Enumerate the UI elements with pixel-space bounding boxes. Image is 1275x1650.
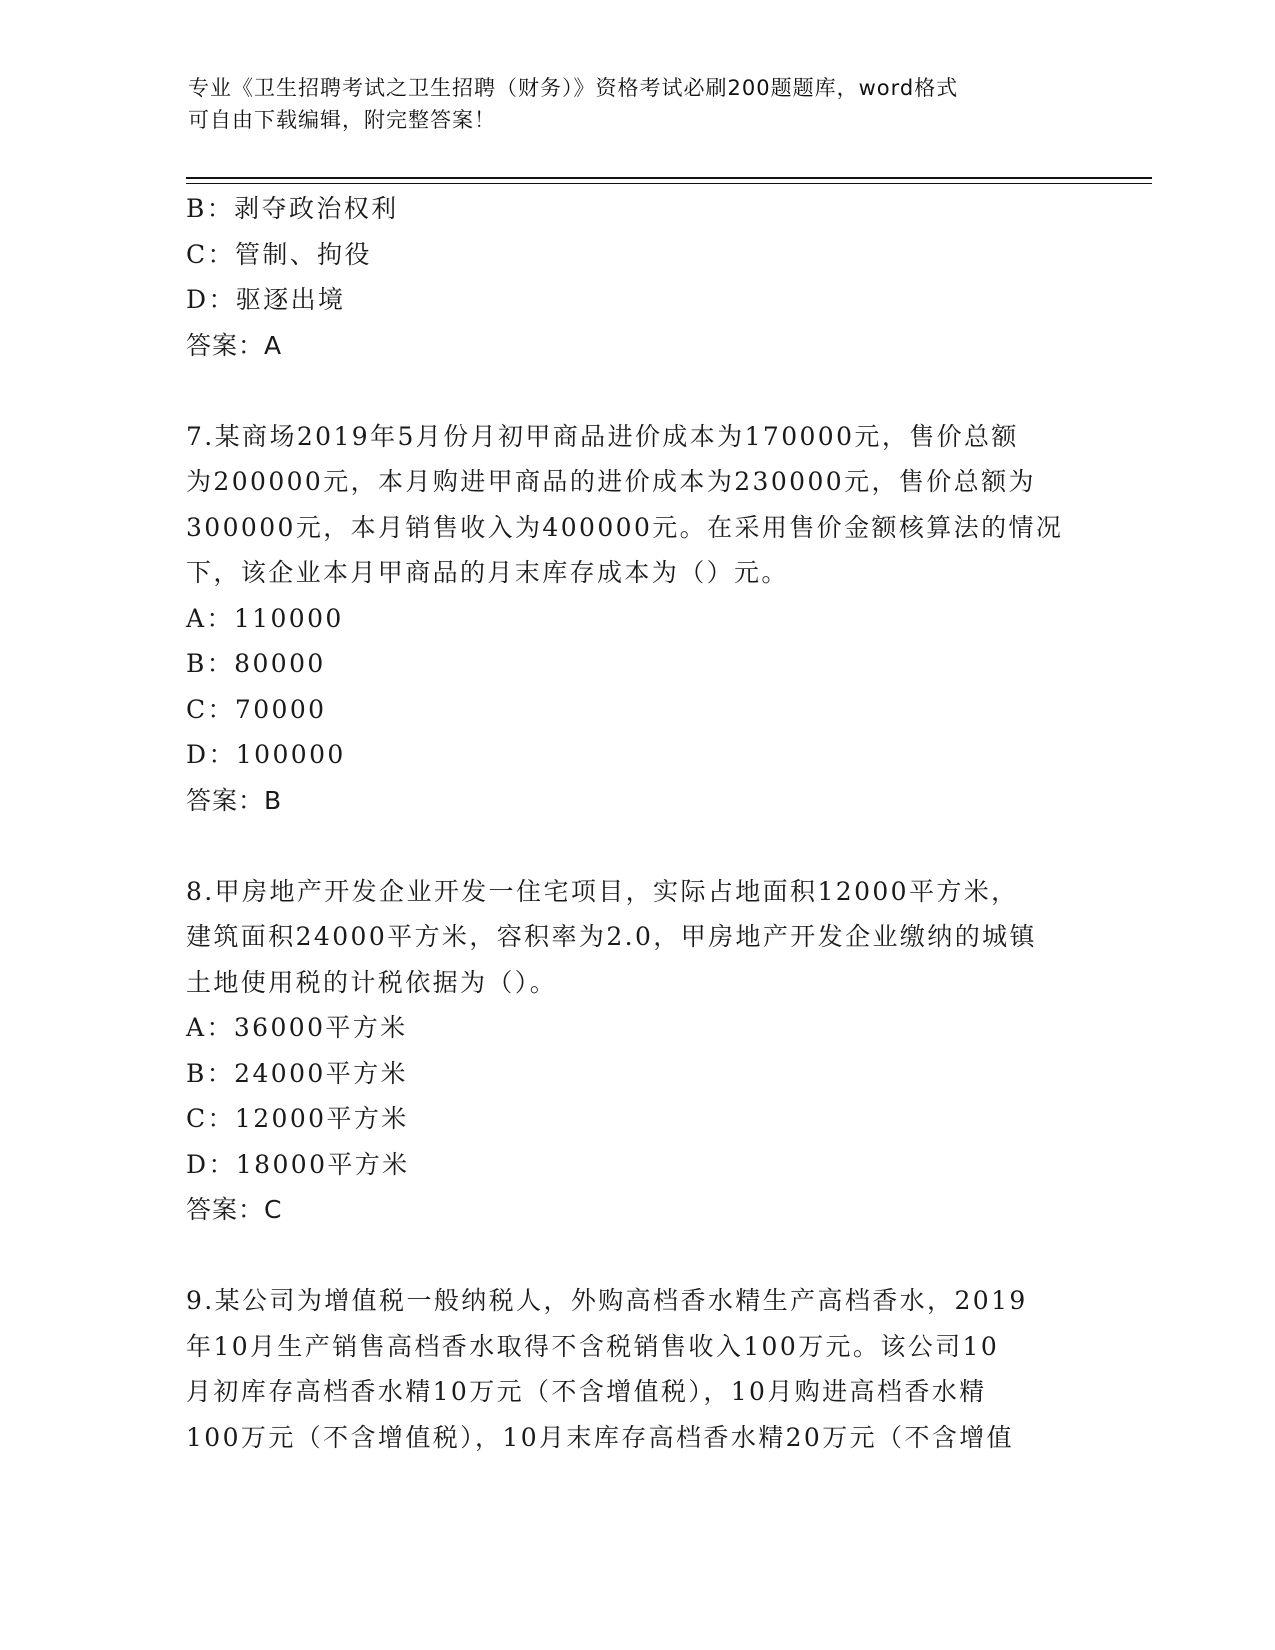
option-d: D：18000平方米 [186,1149,410,1179]
question-stem-line: 下，该企业本月甲商品的月末库存成本为（）元。 [186,558,789,587]
header-line-1: 专业《卫生招聘考试之卫生招聘（财务）》资格考试必刷200题题库，word格式 [188,76,959,100]
question-stem-line: 100万元（不含增值税），10月末库存高档香水精20万元（不含增值 [186,1422,1015,1452]
spacer [186,823,1086,869]
spacer [186,368,1086,414]
answer: 答案：C [186,1195,283,1224]
question-stem-line: 月初库存高档香水精10万元（不含增值税），10月购进高档香水精 [186,1377,987,1406]
option-b: B：剥夺政治权利 [186,194,399,223]
option-a: A：36000平方米 [186,1013,408,1042]
question-9-block [186,1278,1086,1460]
header-line-2: 可自由下载编辑，附完整答案！ [188,108,496,132]
option-d: D：驱逐出境 [186,285,346,314]
option-d: D：100000 [186,740,346,769]
header-rule-thin [186,183,1152,184]
question-7-block [186,414,1086,824]
answer: 答案：B [186,785,283,815]
question-stem-line: 年10月生产销售高档香水取得不含税销售收入100万元。该公司10 [186,1331,1000,1361]
document-body [186,186,1086,1460]
question-stem-line: 建筑面积24000平方米，容积率为2.0，甲房地产开发企业缴纳的城镇 [186,922,1037,951]
answer: 答案：A [186,330,283,360]
question-stem-line: 300000元，本月销售收入为400000元。在采用售价金额核算法的情况 [186,512,1064,542]
question-stem-line: 8.甲房地产开发企业开发一住宅项目，实际占地面积12000平方米， [186,876,1019,906]
option-a: A：110000 [186,603,344,633]
header-rule-thick [186,177,1152,179]
option-c: C：12000平方米 [186,1104,409,1133]
question-stem-line: 为200000元，本月购进甲商品的进价成本为230000元，售价总额为 [186,467,1036,496]
document-header [188,72,1068,136]
spacer [186,1233,1086,1279]
question-stem-line: 7.某商场2019年5月份月初甲商品进价成本为170000元，售价总额 [186,421,1019,451]
question-stem-line: 土地使用税的计税依据为（）。 [186,967,558,997]
option-b: B：24000平方米 [186,1058,408,1088]
question-6-block [186,186,1086,368]
question-8-block [186,869,1086,1233]
option-b: B：80000 [186,649,326,678]
option-c: C：管制、拘役 [186,239,372,269]
question-stem-line: 9.某公司为增值税一般纳税人，外购高档香水精生产高档香水，2019 [186,1286,1028,1315]
option-c: C：70000 [186,694,327,724]
